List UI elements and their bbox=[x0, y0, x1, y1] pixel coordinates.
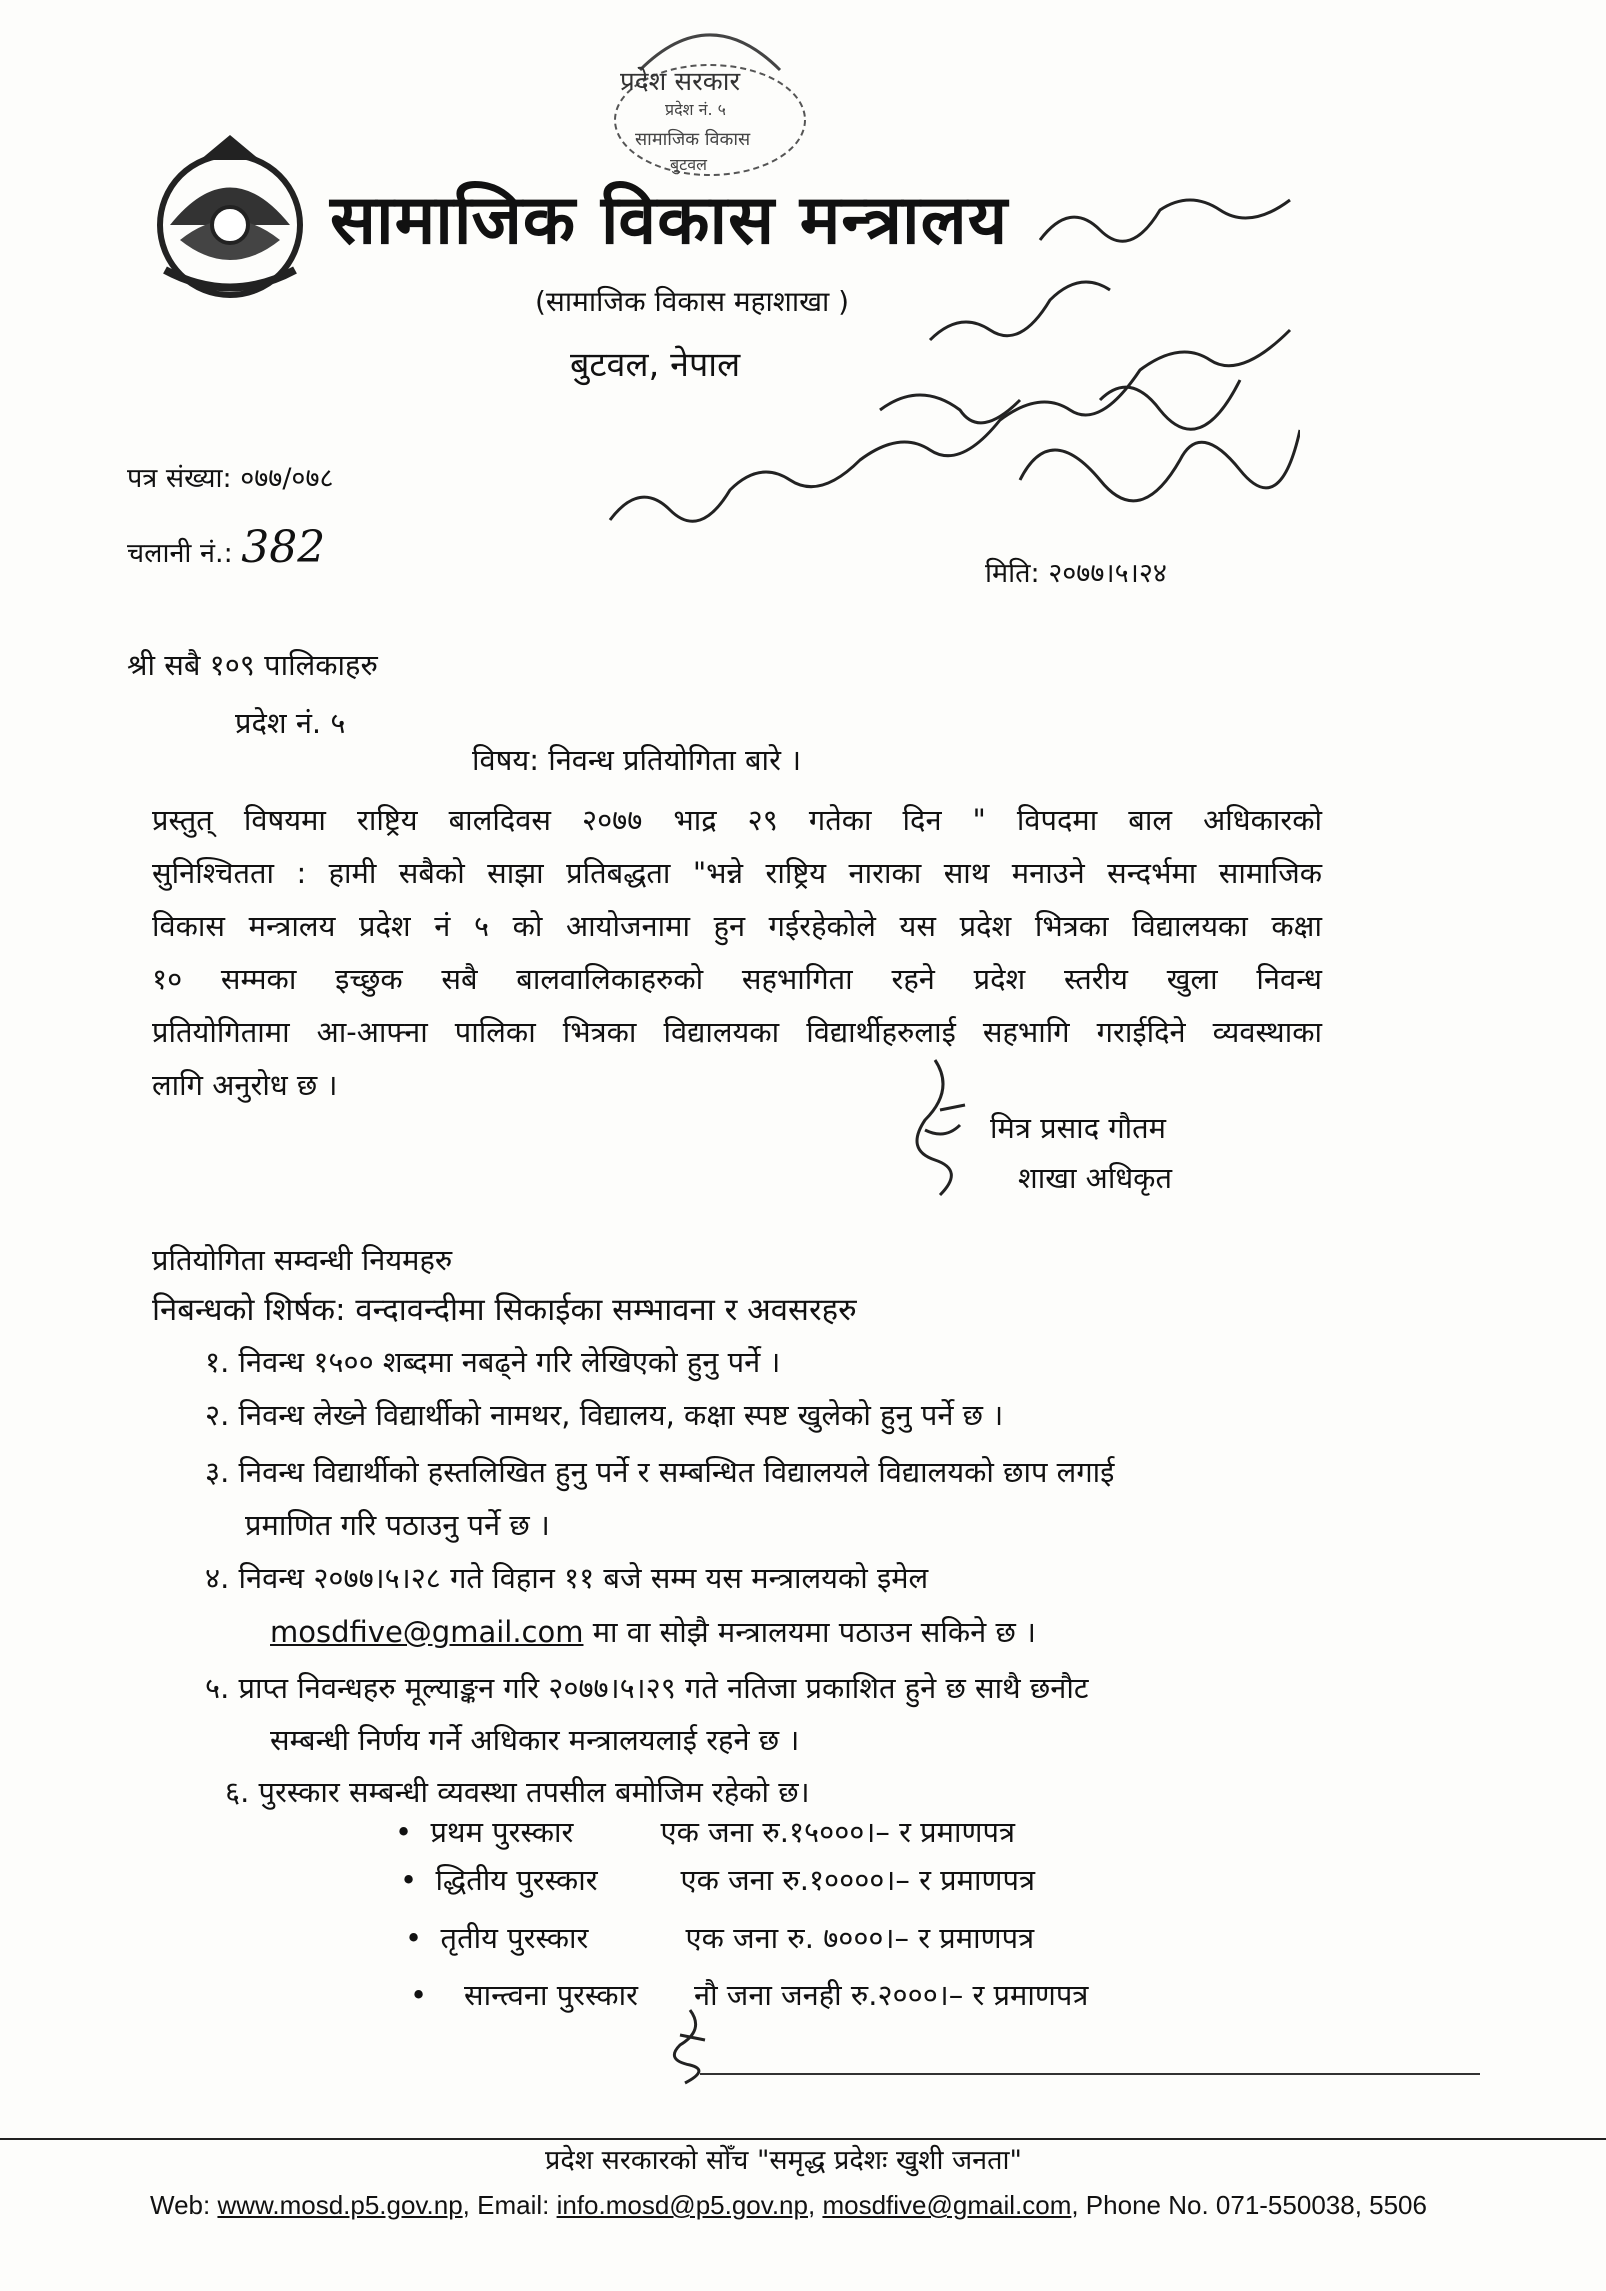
rule-item-6: ६. पुरस्कार सम्बन्धी व्यवस्था तपसील बमोजिम रहेको छ। bbox=[225, 1775, 810, 1809]
rule-item-5-cont: सम्बन्धी निर्णय गर्ने अधिकार मन्त्रालयलाई रहने छ । bbox=[270, 1723, 800, 1757]
rule-item-4-cont: mosdfive@gmail.com मा वा सोझै मन्त्रालयमा पठाउन सकिने छ । bbox=[270, 1615, 1037, 1649]
contest-email-link[interactable]: mosdfive@gmail.com bbox=[270, 1615, 584, 1649]
officer-signature bbox=[895, 1050, 975, 1200]
footer-slogan: प्रदेश सरकारको सोँच "समृद्ध प्रदेशः खुशी जनता" bbox=[545, 2145, 1022, 2176]
rule-item-3-cont: प्रमाणित गरि पठाउनु पर्ने छ । bbox=[245, 1508, 550, 1542]
body-line: सुनिश्चितता : हामी सबैको साझा प्रतिबद्धता "भन्ने राष्ट्रिय नाराका साथ मनाउने सन्दर्भमा सामाजिक bbox=[152, 856, 1322, 890]
rule-item-4: ४. निवन्ध २०७७।५।२८ गते विहान ११ बजे सम्म यस मन्त्रालयको इमेल bbox=[205, 1561, 929, 1595]
recipient-line-1: श्री सबै १०९ पालिकाहरु bbox=[127, 648, 378, 682]
dispatch-number: चलानी नं.: 382 bbox=[127, 522, 326, 573]
rule-item-3: ३. निवन्ध विद्यार्थीको हस्तलिखित हुनु पर्ने र सम्बन्धित विद्यालयले विद्यालयको छाप लगाई bbox=[205, 1455, 1115, 1489]
letter-date: मिति: २०७७।५।२४ bbox=[985, 558, 1167, 589]
division-subtitle: (सामाजिक विकास महाशाखा ) bbox=[535, 285, 850, 318]
body-line: १० सम्मका इच्छुक सबै बालवालिकाहरुको सहभागिता रहने प्रदेश स्तरीय खुला निवन्ध bbox=[152, 962, 1322, 996]
body-line: प्रतियोगितामा आ-आफ्ना पालिका भित्रका विद्यालयका विद्यार्थीहरुलाई सहभागि गराईदिने व्यवस्थाका bbox=[152, 1015, 1322, 1049]
handwritten-forwarding-note bbox=[600, 180, 1300, 570]
signatory-name: मित्र प्रसाद गौतम bbox=[990, 1111, 1167, 1145]
essay-title: निबन्धको शिर्षक: वन्दावन्दीमा सिकाईका सम्भावना र अवसरहरु bbox=[152, 1292, 857, 1328]
body-line: लागि अनुरोध छ । bbox=[152, 1068, 338, 1102]
nepal-emblem-seal bbox=[140, 130, 320, 300]
svg-text:प्रदेश नं. ५: प्रदेश नं. ५ bbox=[665, 100, 726, 119]
email-link-mosdfive[interactable]: mosdfive@gmail.com bbox=[822, 2190, 1072, 2220]
svg-text:बुटवल: बुटवल bbox=[670, 155, 707, 174]
ministry-title: सामाजिक विकास मन्त्रालय bbox=[330, 181, 1009, 260]
dispatch-number-value: 382 bbox=[241, 522, 326, 573]
office-location: बुटवल, नेपाल bbox=[570, 345, 741, 385]
prize-item: • सान्त्वना पुरस्कार नौ जना जनही रु.२०००।– र प्रमाणपत्र bbox=[410, 1978, 1089, 2012]
svg-text:प्रदेश सरकार: प्रदेश सरकार bbox=[620, 67, 741, 97]
prize-item: • प्रथम पुरस्कार एक जना रु.१५०००।– र प्रमाणपत्र bbox=[395, 1815, 1015, 1849]
website-link[interactable]: www.mosd.p5.gov.np bbox=[217, 2190, 463, 2220]
body-line: विकास मन्त्रालय प्रदेश नं ५ को आयोजनामा हुन गईरहेकोले यस प्रदेश भित्रका विद्यालयका कक्षा bbox=[152, 909, 1322, 943]
footer-contact: Web: www.mosd.p5.gov.np, Email: info.mosd@p5.gov.np, mosdfive@gmail.com, Phone No. 071-550038, 5506 bbox=[150, 2190, 1427, 2220]
rule-item-2: २. निवन्ध लेख्ने विद्यार्थीको नामथर, विद्यालय, कक्षा स्पष्ट खुलेको हुनु पर्ने छ । bbox=[205, 1398, 1004, 1432]
subject-line: विषय: निवन्ध प्रतियोगिता बारे । bbox=[472, 743, 802, 777]
signature-divider bbox=[700, 2073, 1480, 2075]
prize-item: • द्धितीय पुरस्कार एक जना रु.१००००।– र प्रमाणपत्र bbox=[400, 1863, 1035, 1897]
rule-item-1: १. निवन्ध १५०० शब्दमा नबढ्ने गरि लेखिएको हुनु पर्ने । bbox=[205, 1345, 781, 1379]
email-link-info[interactable]: info.mosd@p5.gov.np bbox=[556, 2190, 808, 2220]
rules-heading: प्रतियोगिता सम्वन्धी नियमहरु bbox=[152, 1243, 453, 1277]
recipient-line-2: प्रदेश नं. ५ bbox=[235, 706, 346, 740]
signatory-title: शाखा अधिकृत bbox=[1018, 1161, 1172, 1195]
rule-item-5: ५. प्राप्त निवन्धहरु मूल्याङ्कन गरि २०७७।५।२९ गते नतिजा प्रकाशित हुने छ साथै छनौट bbox=[205, 1671, 1089, 1705]
office-stamp bbox=[580, 10, 840, 180]
letter-number: पत्र संख्या: ०७७/०७८ bbox=[127, 463, 334, 494]
prize-item: • तृतीय पुरस्कार एक जना रु. ७०००।– र प्रमाणपत्र bbox=[405, 1921, 1035, 1955]
svg-text:सामाजिक विकास: सामाजिक विकास bbox=[635, 129, 751, 150]
body-line: प्रस्तुत् विषयमा राष्ट्रिय बालदिवस २०७७ भाद्र २९ गतेका दिन " विपदमा बाल अधिकारको bbox=[152, 803, 1322, 837]
